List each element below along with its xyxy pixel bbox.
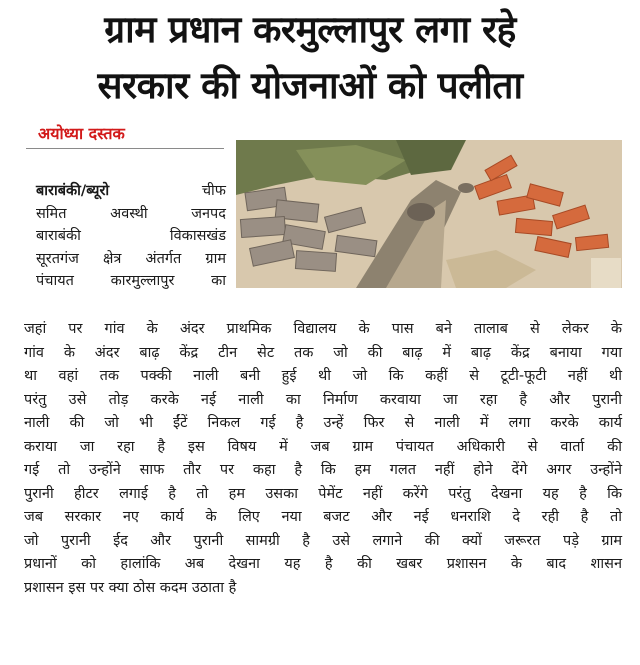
headline bbox=[10, 2, 610, 114]
dateline: बाराबंकी/ब्यूरो bbox=[36, 183, 110, 199]
byline: अयोध्या दस्तक bbox=[38, 124, 125, 143]
intro-line-5: पंचायत कारमुल्लापुर का bbox=[36, 273, 226, 289]
intro-line-4: सूरतगंज क्षेत्र अंतर्गत ग्राम bbox=[36, 250, 226, 267]
body-line: परंतु उसे तोड़ करके नई नाली का निर्माण करवाया जा रहा है और पुरानी bbox=[24, 391, 622, 408]
intro-line-1: चीफ bbox=[109, 183, 226, 199]
headline-line-1: ग्राम प्रधान करमुल्लापुर लगा रहे bbox=[104, 8, 516, 51]
intro-line-2: समित अवस्थी जनपद bbox=[36, 205, 226, 222]
article-body bbox=[24, 318, 622, 600]
body-line: नाली की जो भी ईंटें निकल गई है उन्हें फिर से नाली में लगा करके कार्य bbox=[24, 415, 622, 431]
body-line: प्रशासन इस पर क्या ठोस कदम उठाता है bbox=[24, 579, 237, 596]
body-line: कराया जा रहा है इस विषय में जब ग्राम पंचायत अधिकारी से वार्ता की bbox=[24, 438, 622, 455]
body-line: गई तो उन्होंने साफ तौर पर कहा है कि हम गलत नहीं होने देंगे अगर उन्होंने bbox=[24, 462, 622, 478]
body-line: जब सरकार नए कार्य के लिए नया बजट और नई धनराशि दे रही है तो bbox=[24, 509, 622, 525]
body-line: जो पुरानी ईद और पुरानी सामग्री है उसे लगाने की क्यों जरूरत पड़े ग्राम bbox=[24, 532, 622, 549]
headline-line-2: सरकार की योजनाओं को पलीता bbox=[97, 64, 523, 107]
brick-drain-photo-image bbox=[236, 140, 622, 288]
body-line: जहां पर गांव के अंदर प्राथमिक विद्यालय के पास बने तालाब से लेकर के bbox=[24, 321, 622, 337]
body-line: प्रधानों को हालांकि अब देखना यह है की खबर प्रशासन के बाद शासन bbox=[24, 556, 622, 572]
body-line: था वहां तक पक्की नाली बनी हुई थी जो कि कहीं से टूटी-फूटी नहीं थी bbox=[24, 368, 622, 384]
byline-divider bbox=[26, 148, 224, 149]
body-line: पुरानी हीटर लगाई है तो हम उसका पेमेंट नहीं करेंगे परंतु देखना यह है कि bbox=[24, 485, 622, 502]
intro-line-3: बाराबंकी विकासखंड bbox=[36, 228, 226, 244]
body-line: गांव के अंदर बाढ़ केंद्र टीन सेट तक जो की बाढ़ में बाढ़ केंद्र बनाया गया bbox=[24, 344, 622, 361]
article-intro bbox=[36, 180, 226, 293]
brick-drain-photo bbox=[236, 140, 622, 288]
